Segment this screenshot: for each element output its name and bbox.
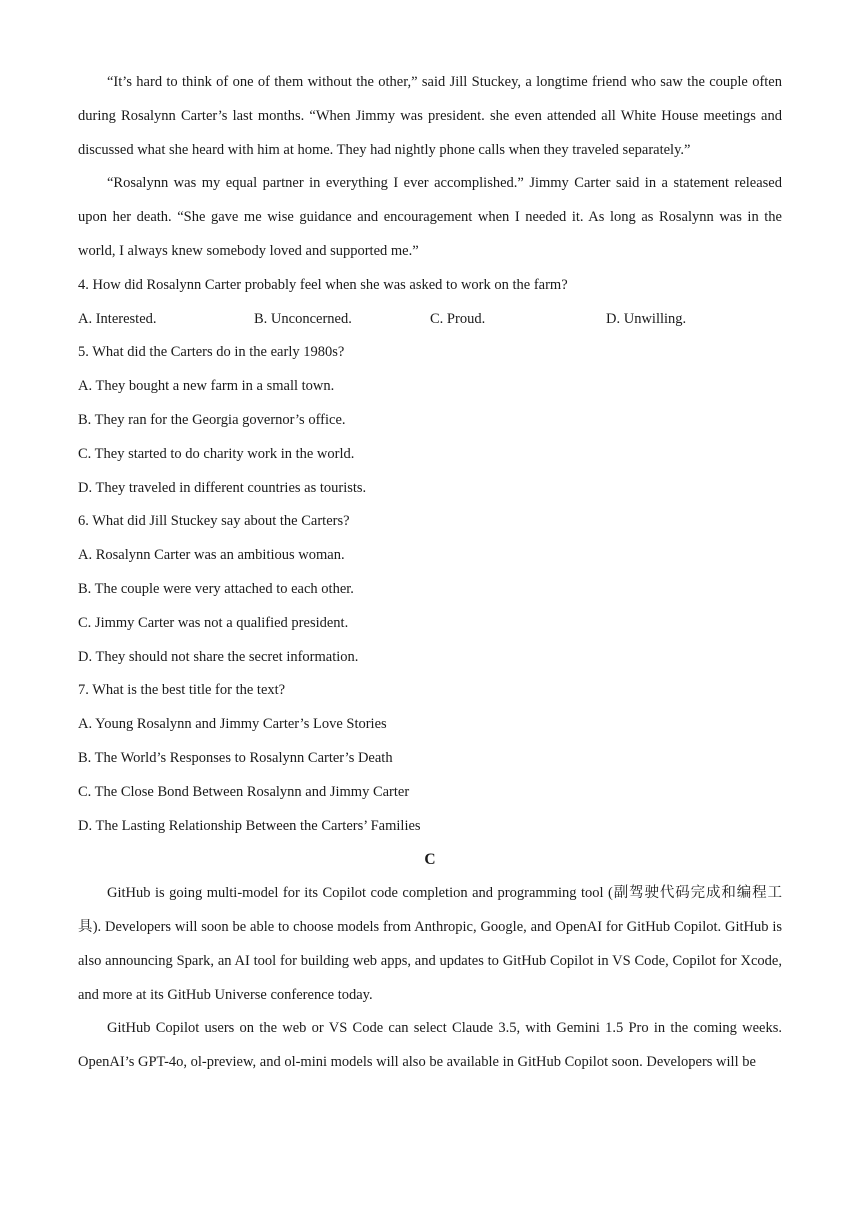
option-c: C. The Close Bond Between Rosalynn and Jimmy Carter xyxy=(78,783,410,800)
option-a: A. Young Rosalynn and Jimmy Carter’s Love Stories xyxy=(78,716,387,733)
document-page xyxy=(78,66,782,1080)
question-stem: 6. What did Jill Stuckey say about the Carters? xyxy=(78,513,350,530)
option-b: B. They ran for the Georgia governor’s office. xyxy=(78,411,346,428)
passage-b-paragraph: “Rosalynn was my equal partner in everything I ever accomplished.” Jimmy Carter said in a statement released upon her death. “She gave me wise guidance and encouragement when I needed it. As long as Rosalynn was in the world, I always knew somebody loved and supported me.” xyxy=(78,175,782,259)
option-b: B. The World’s Responses to Rosalynn Carter’s Death xyxy=(78,749,393,766)
passage-c-paragraph: GitHub Copilot users on the web or VS Code can select Claude 3.5, with Gemini 1.5 Pro in the coming weeks. OpenAI’s GPT-4o, ol-preview, and ol-mini models will also be available in GitHub Copilot soon. Developers will be xyxy=(78,1020,782,1071)
option-c: C. Jimmy Carter was not a qualified president. xyxy=(78,614,349,631)
question-4 xyxy=(78,269,782,337)
question-stem: 4. How did Rosalynn Carter probably feel when she was asked to work on the farm? xyxy=(78,276,568,293)
option-a: A. They bought a new farm in a small town. xyxy=(78,378,335,395)
answer-options xyxy=(78,303,782,337)
option-d: D. The Lasting Relationship Between the Carters’ Families xyxy=(78,817,421,834)
option-b: B. The couple were very attached to each other. xyxy=(78,580,354,597)
option-b: B. Unconcerned. xyxy=(254,310,352,327)
option-a: A. Rosalynn Carter was an ambitious woman. xyxy=(78,547,345,564)
option-a: A. Interested. xyxy=(78,310,157,327)
option-c: C. They started to do charity work in the world. xyxy=(78,445,355,462)
passage-c-paragraph: GitHub is going multi-model for its Copilot code completion and programming tool (副驾驶代码完成和编程工具). Developers will soon be able to choose models from Anthropic, Google, and OpenAI for GitHub Copilot. GitHub is also announcing Spark, an AI tool for building web apps, and updates to GitHub Copilot in VS Code, Copilot for Xcode, and more at its GitHub Universe conference today. xyxy=(78,885,782,1003)
question-6 xyxy=(78,505,782,674)
question-stem: 5. What did the Carters do in the early 1980s? xyxy=(78,344,345,361)
question-stem: 7. What is the best title for the text? xyxy=(78,682,286,699)
section-heading: C xyxy=(424,851,436,869)
option-d: D. Unwilling. xyxy=(606,310,687,327)
question-7 xyxy=(78,674,782,843)
passage-b-paragraph: “It’s hard to think of one of them without the other,” said Jill Stuckey, a longtime friend who saw the couple often during Rosalynn Carter’s last months. “When Jimmy was president. she even attended all White House meetings and discussed what she heard with him at home. They had nightly phone calls when they traveled separately.” xyxy=(78,74,782,158)
question-5 xyxy=(78,336,782,505)
option-d: D. They traveled in different countries as tourists. xyxy=(78,479,367,496)
option-d: D. They should not share the secret information. xyxy=(78,648,359,665)
option-c: C. Proud. xyxy=(430,310,486,327)
